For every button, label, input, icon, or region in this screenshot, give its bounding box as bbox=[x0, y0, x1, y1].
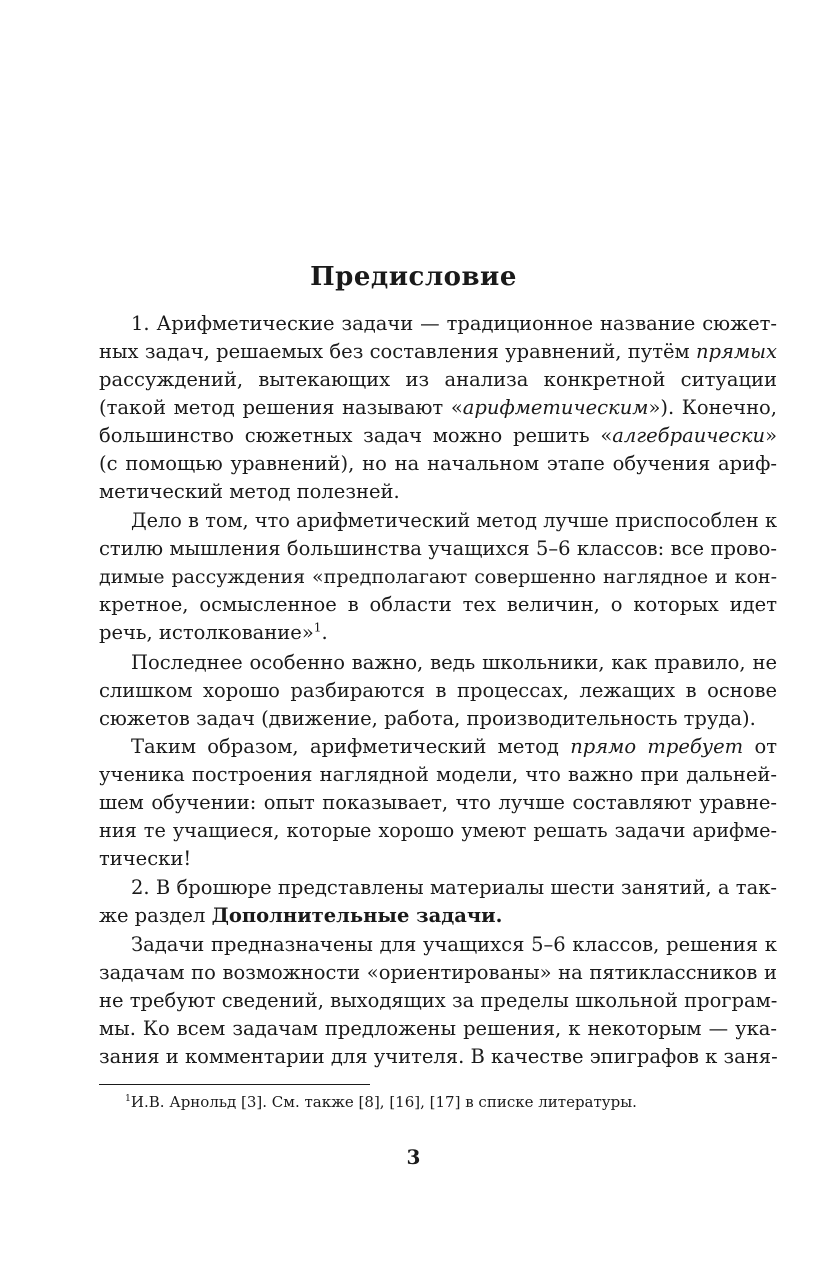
text-line: ученика построения наглядной модели, что важно при дальней- bbox=[99, 763, 777, 786]
text-line: (с помощью уравнений), но на начальном этапе обучения ариф- bbox=[99, 452, 777, 475]
emphasis: алгебраически bbox=[612, 424, 766, 447]
text-line: большинство сюжетных задач можно решить «алгебраически» bbox=[99, 424, 777, 447]
text-line: ных задач, решаемых без составления уравнений, путём прямых bbox=[99, 340, 777, 363]
text-line: 2. В брошюре представлены материалы шести занятий, а так- bbox=[131, 876, 777, 899]
text-line: сюжетов задач (движение, работа, производительность труда). bbox=[99, 707, 756, 730]
section-reference: Дополнительные задачи. bbox=[211, 904, 503, 927]
text-line: не требуют сведений, выходящих за пределы школьной програм- bbox=[99, 989, 778, 1012]
text-line: метический метод полезней. bbox=[99, 480, 400, 503]
text-line: зания и комментарии для учителя. В качестве эпиграфов к заня- bbox=[99, 1045, 778, 1068]
footnote-text: И.В. Арнольд [3]. См. также [8], [16], [17] в списке литературы. bbox=[130, 1093, 637, 1111]
footnote-mark: 1 bbox=[125, 1093, 131, 1104]
emphasis: прямо требует bbox=[570, 735, 744, 758]
text-line: тически! bbox=[99, 847, 192, 870]
text-line: димые рассуждения «предполагают совершенно наглядное и кон- bbox=[99, 566, 777, 588]
text-line: мы. Ко всем задачам предложены решения, к некоторым — ука- bbox=[99, 1017, 777, 1040]
text-line: ния те учащиеся, которые хорошо умеют решать задачи арифме- bbox=[99, 819, 777, 842]
text-line: 1. Арифметические задачи — традиционное название сюжет- bbox=[131, 312, 777, 335]
text-line: рассуждений, вытекающих из анализа конкретной ситуации bbox=[99, 368, 777, 391]
text-line: задачам по возможности «ориентированы» на пятиклассников и bbox=[99, 961, 777, 984]
footnote-divider bbox=[99, 1084, 370, 1085]
text-line: кретное, осмысленное в области тех величин, о которых идет bbox=[99, 593, 777, 616]
text-line: речь, истолкование»$^1$. bbox=[99, 620, 328, 644]
emphasis: прямых bbox=[696, 340, 777, 363]
text-line: же раздел Дополнительные задачи. bbox=[99, 904, 503, 927]
text-line: стилю мышления большинства учащихся 5–6 классов: все прово- bbox=[99, 537, 777, 560]
text-line: (такой метод решения называют «арифметическим»). Конечно, bbox=[99, 396, 777, 419]
footnote-ref: 1 bbox=[313, 620, 322, 635]
text-line: слишком хорошо разбираются в процессах, лежащих в основе bbox=[99, 679, 777, 702]
text-line: Дело в том, что арифметический метод лучше приспособлен к bbox=[131, 509, 777, 532]
text-line: шем обучении: опыт показывает, что лучше составляют уравне- bbox=[99, 791, 777, 814]
page-title: Предисловие bbox=[310, 262, 517, 292]
text-line: Последнее особенно важно, ведь школьники, как правило, не bbox=[131, 651, 777, 674]
text-line: Задачи предназначены для учащихся 5–6 классов, решения к bbox=[131, 933, 777, 956]
text-line: Таким образом, арифметический метод прямо требует от bbox=[131, 735, 777, 758]
emphasis: арифметическим bbox=[462, 396, 649, 419]
footnote bbox=[125, 1091, 637, 1113]
page-number: 3 bbox=[406, 1145, 421, 1169]
